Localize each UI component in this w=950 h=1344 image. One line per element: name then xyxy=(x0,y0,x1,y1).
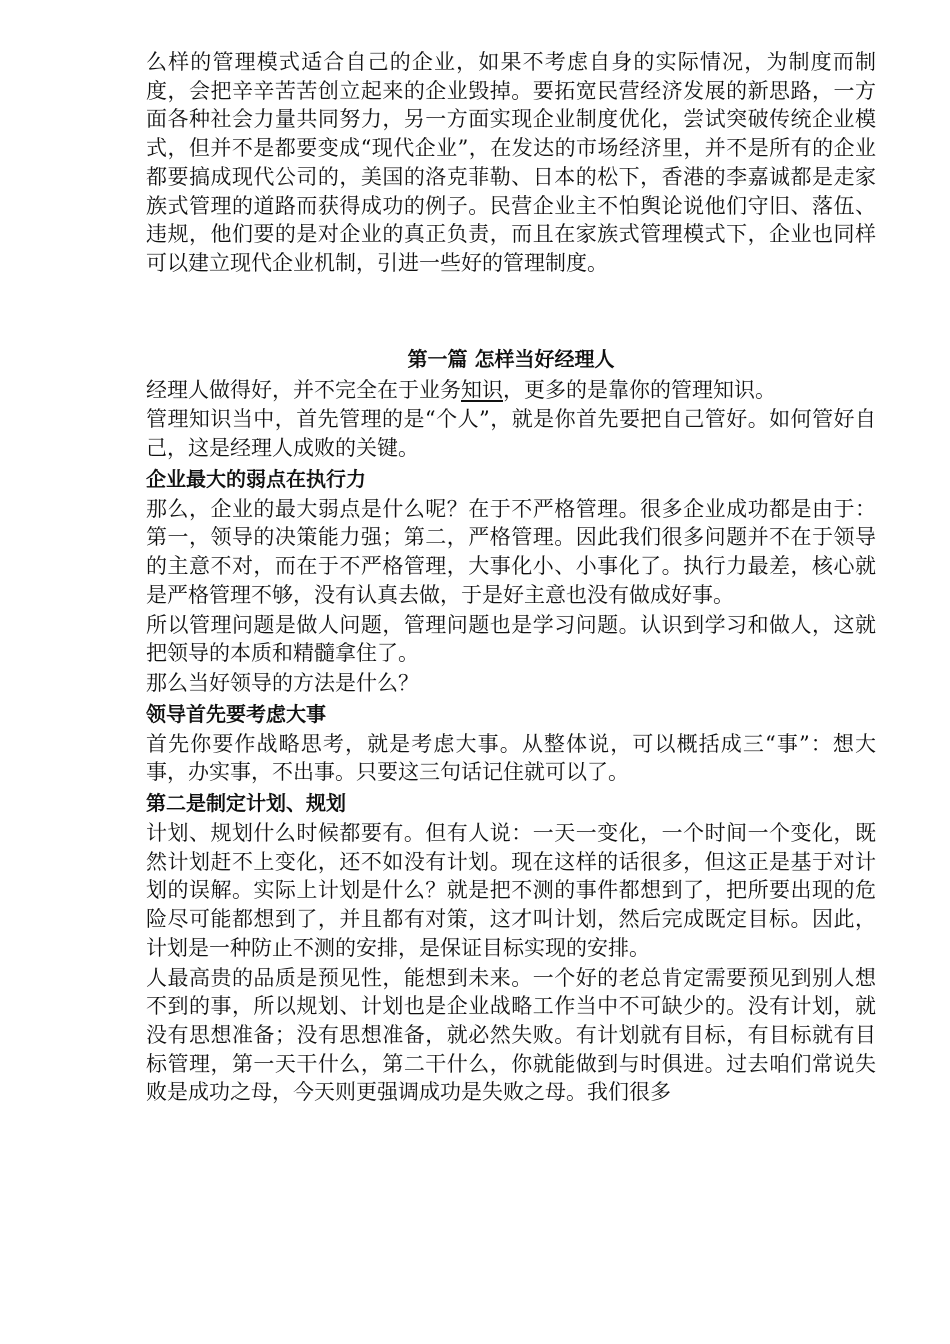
paragraph-5: 那么当好领导的方法是什么？ xyxy=(146,670,419,695)
section-heading-big-things: 领导首先要考虑大事 xyxy=(146,701,326,726)
paragraph-8: 人最高贵的品质是预见性，能想到未来。一个好的老总肯定需要预见到别人想不到的事，所以规划、计划也是企业战略工作当中不可缺少的。没有计划，就没有思想准备；没有思想准备，就必然失败。有计划就有目标，有目标就有目标管理，第一天干什么，第二干什么，你就能做到与时俱进。过去咱们常说失败是成功之母，今天则更强调成功是失败之母。我们很多 xyxy=(146,965,876,1105)
chapter-title: 第一篇 怎样当好经理人 xyxy=(407,346,615,371)
paragraph-4: 所以管理问题是做人问题，管理问题也是学习问题。认识到学习和做人，这就把领导的本质和精髓拿住了。 xyxy=(146,612,876,666)
paragraph-7: 计划、规划什么时候都要有。但有人说：一天一变化，一个时间一个变化，既然计划赶不上变化，还不如没有计划。现在这样的话很多，但这正是基于对计划的误解。实际上计划是什么？就是把不测的事件都想到了，把所要出现的危险尽可能都想到了，并且都有对策，这才叫计划，然后完成既定目标。因此，计划是一种防止不测的安排，是保证目标实现的安排。 xyxy=(146,821,876,960)
paragraph-2: 管理知识当中，首先管理的是“个人”，就是你首先要把自己管好。如何管好自己，这是经理人成败的关键。 xyxy=(146,407,876,461)
section-heading-planning: 第二是制定计划、规划 xyxy=(146,791,346,816)
document-page xyxy=(146,48,876,1107)
paragraph-3: 那么，企业的最大弱点是什么呢？在于不严格管理。很多企业成功都是由于：第一，领导的决策能力强；第二，严格管理。因此我们很多问题并不在于领导的主意不对，而在于不严格管理，大事化小、小事化了。执行力最差，核心就是严格管理不够，没有认真去做，于是好主意也没有做成好事。 xyxy=(146,496,876,607)
knowledge-link[interactable]: 知识 xyxy=(461,377,503,402)
intro-paragraph: 么样的管理模式适合自己的企业，如果不考虑自身的实际情况，为制度而制度，会把辛辛苦苦创立起来的企业毁掉。要拓宽民营经济发展的新思路，一方面各种社会力量共同努力，另一方面实现企业制度优化，尝试突破传统企业模式，但并不是都要变成“现代企业”，在发达的市场经济里，并不是所有的企业都要搞成现代公司的，美国的洛克菲勒、日本的松下，香港的李嘉诚都是走家族式管理的道路而获得成功的例子。民营企业主不怕舆论说他们守旧、落伍、违规，他们要的是对企业的真正负责，而且在家族式管理模式下，企业也同样可以建立现代企业机制，引进一些好的管理制度。 xyxy=(146,50,876,275)
paragraph-1-text-after: ，更多的是靠你的管理知识。 xyxy=(503,377,776,402)
paragraph-1 xyxy=(146,376,876,405)
paragraph-6: 首先你要作战略思考，就是考虑大事。从整体说，可以概括成三“事”：想大事，办实事，不出事。只要这三句话记住就可以了。 xyxy=(146,731,876,785)
paragraph-1-text-before: 经理人做得好，并不完全在于业务 xyxy=(146,377,461,402)
section-heading-execution: 企业最大的弱点在执行力 xyxy=(146,466,366,491)
